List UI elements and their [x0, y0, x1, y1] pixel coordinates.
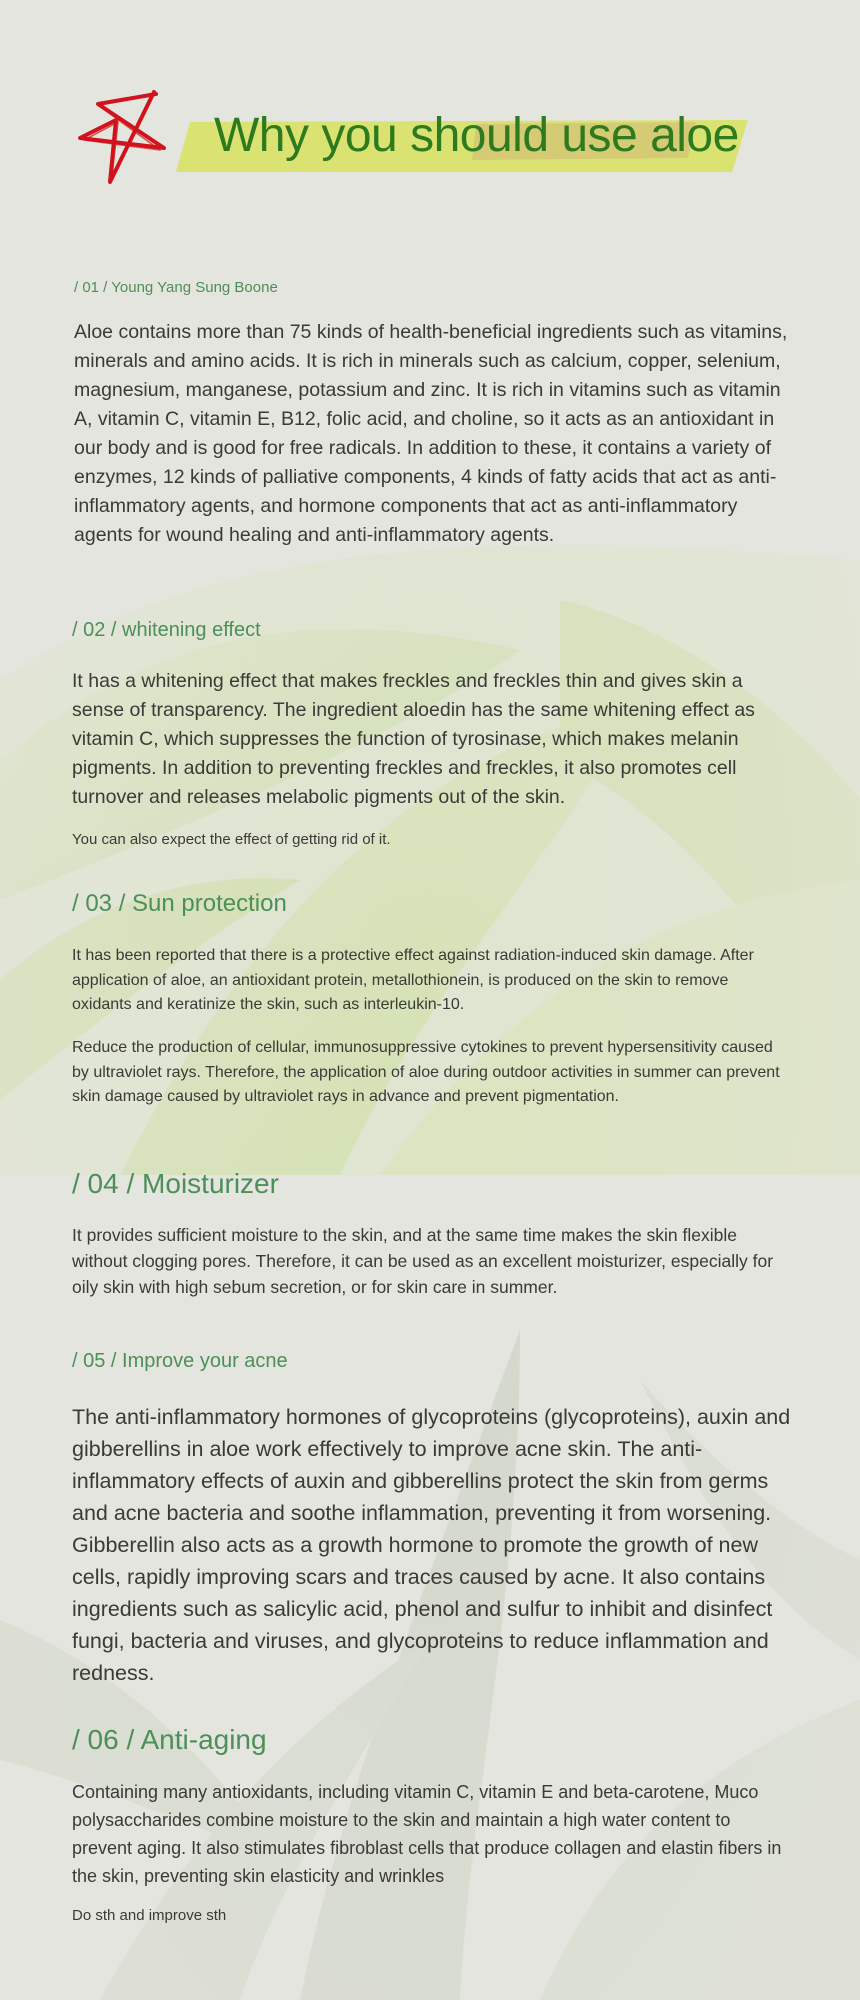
section-body: Aloe contains more than 75 kinds of health-beneficial ingredients such as vitamins, minerals and amino acids. It is rich in minerals such as calcium, copper, selenium, magnesium, manganese, potassium and zinc. It is rich in vitamins such as vitamin A, vitamin C, vitamin E, B12, folic acid, and choline, so it acts as an antioxidant in our body and is good for free radicals. In addition to these, it contains a variety of enzymes, 12 kinds of palliative components, 4 kinds of fatty acids that act as anti-inflammatory agents, and hormone components that act as anti-inflammatory agents for wound healing and anti-inflammatory agents. [74, 321, 788, 546]
section-body: Containing many antioxidants, including vitamin C, vitamin E and beta-carotene, Muco polysaccharides combine moisture to the skin and maintain a high water content to prevent aging. It also stimulates fibroblast cells that produce collagen and elastin fibers in the skin, preventing skin elasticity and wrinkles [72, 1782, 782, 1886]
section-label: / 05 / Improve your acne [72, 1350, 288, 1372]
section-label: / 04 / Moisturizer [72, 1168, 279, 1199]
section-label: / 06 / Anti-aging [72, 1724, 267, 1755]
page-title: Why you should use aloe [214, 109, 739, 162]
section-label: / 02 / whitening effect [72, 619, 261, 641]
section-note: You can also expect the effect of getting rid of it. [72, 831, 391, 848]
section-body: The anti-inflammatory hormones of glycoproteins (glycoproteins), auxin and gibberellins in aloe work effectively to improve acne skin. The anti-inflammatory effects of auxin and gibberellins protect the skin from germs and acne bacteria and soothe inflammation, preventing it from worsening. Gibberellin also acts as a growth hormone to promote the growth of new cells, rapidly improving scars and traces caused by acne. It also contains ingredients such as salicylic acid, phenol and sulfur to inhibit and disinfect fungi, bacteria and viruses, and glycoproteins to reduce inflammation and redness. [72, 1405, 791, 1685]
section-body: It has been reported that there is a protective effect against radiation-induced skin damage. After application of aloe, an antioxidant protein, metallothionein, is produced on the skin to remove oxidants and keratinize the skin, such as interleukin-10. [72, 947, 754, 1013]
section-body: It has a whitening effect that makes freckles and freckles thin and gives skin a sense of transparency. The ingredient aloedin has the same whitening effect as vitamin C, which suppresses the function of tyrosinase, which makes melanin pigments. In addition to preventing freckles and freckles, it also promotes cell turnover and releases melabolic pigments out of the skin. [72, 670, 755, 808]
section-note: Do sth and improve sth [72, 1907, 227, 1924]
hand-drawn-star-icon [76, 86, 172, 186]
section-body: It provides sufficient moisture to the skin, and at the same time makes the skin flexible without clogging pores. Therefore, it can be used as an excellent moisturizer, especially for oily skin with high sebum secretion, or for skin care in summer. [72, 1225, 774, 1297]
section-body-secondary: Reduce the production of cellular, immunosuppressive cytokines to prevent hypersensitivity caused by ultraviolet rays. Therefore, the application of aloe during outdoor activities in summer can prevent skin damage caused by ultraviolet rays in advance and prevent pigmentation. [72, 1039, 780, 1105]
page-header [0, 0, 860, 200]
section-label: / 03 / Sun protection [72, 890, 287, 917]
section-label: / 01 / Young Yang Sung Boone [74, 279, 278, 296]
